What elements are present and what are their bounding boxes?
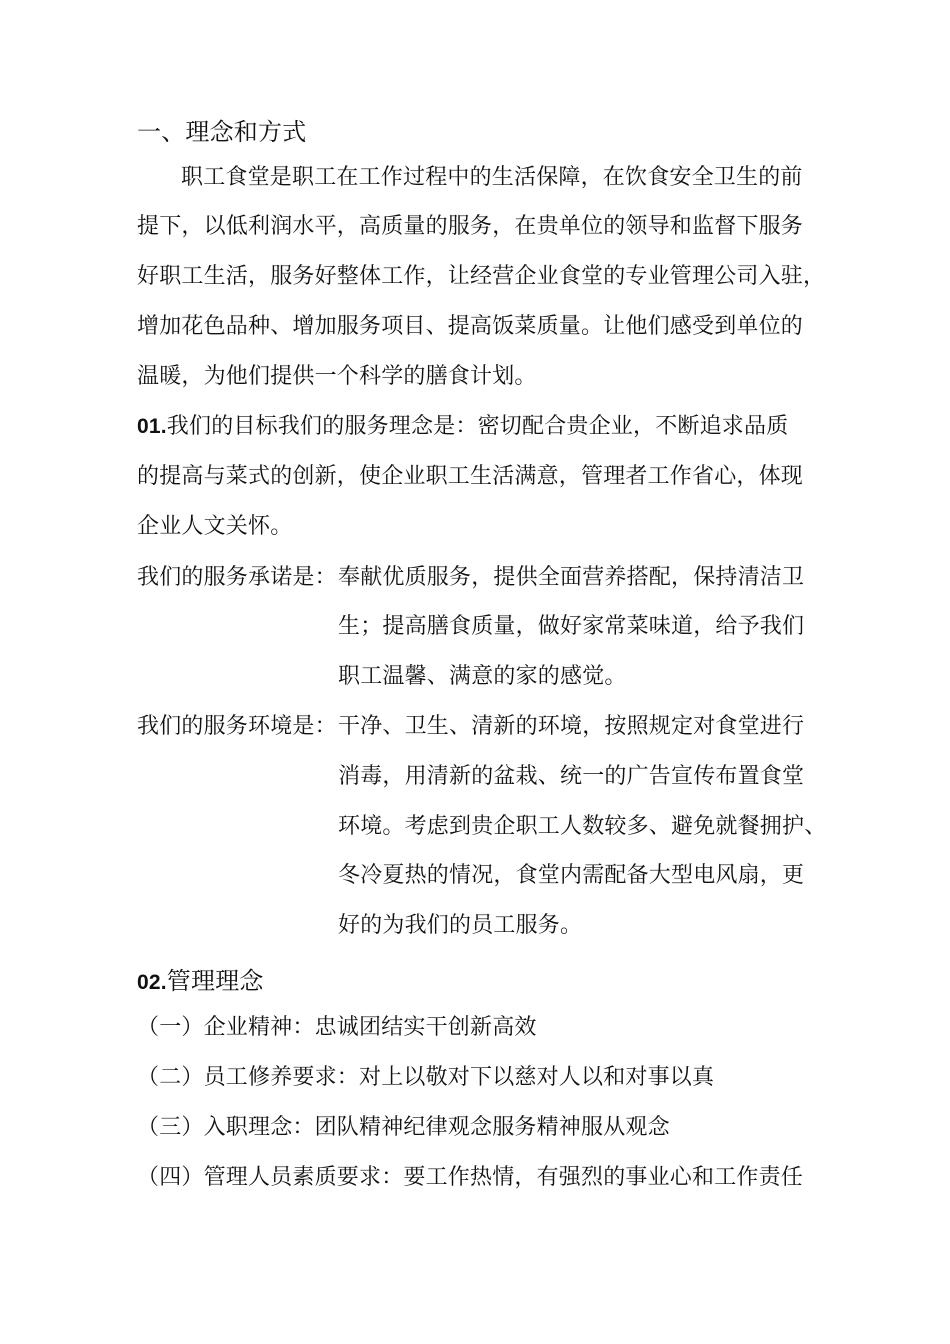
commitment-line: 生；提高膳食质量，做好家常菜味道，给予我们: [338, 614, 805, 639]
section-01-number: 01.: [137, 415, 167, 438]
environment-label: 我们的服务环境是：: [137, 714, 337, 739]
section-1-title: 一、理念和方式: [137, 118, 307, 146]
section-01-line: 企业人文关怀。: [137, 514, 293, 539]
environment-line: 环境。考虑到贵企职工人数较多、避免就餐拥护、: [338, 814, 827, 839]
list-item: （一）企业精神：忠诚团结实干创新高效: [137, 1015, 537, 1040]
commitment-label: 我们的服务承诺是：: [137, 565, 337, 590]
environment-line: 好的为我们的员工服务。: [338, 913, 583, 938]
list-item: （二）员工修养要求：对上以敬对下以慈对人以和对事以真: [137, 1065, 715, 1090]
commitment-line: 职工温馨、满意的家的感觉。: [338, 664, 627, 689]
paragraph-line: 增加花色品种、增加服务项目、提高饭菜质量。让他们感受到单位的: [137, 314, 804, 339]
section-02-title-text: 管理理念: [166, 967, 264, 995]
paragraph-line: 提下，以低利润水平，高质量的服务，在贵单位的领导和监督下服务: [137, 214, 804, 239]
commitment-line: 奉献优质服务，提供全面营养搭配，保持清洁卫: [338, 565, 805, 590]
section-01-text: 我们的目标我们的服务理念是：密切配合贵企业，不断追求品质: [166, 414, 789, 439]
section-02-number: 02.: [137, 971, 167, 994]
list-item: （四）管理人员素质要求：要工作热情，有强烈的事业心和工作责任: [137, 1165, 804, 1190]
paragraph-line: 职工食堂是职工在工作过程中的生活保障，在饮食安全卫生的前: [181, 165, 803, 190]
section-01-first-line: [137, 412, 788, 442]
section-01-line: 的提高与菜式的创新，使企业职工生活满意，管理者工作省心，体现: [137, 464, 804, 489]
environment-line: 冬冷夏热的情况，食堂内需配备大型电风扇，更: [338, 863, 805, 888]
paragraph-line: 温暖，为他们提供一个科学的膳食计划。: [137, 364, 537, 389]
paragraph-line: 好职工生活，服务好整体工作，让经营企业食堂的专业管理公司入驻，: [137, 264, 826, 289]
environment-line: 干净、卫生、清新的环境，按照规定对食堂进行: [338, 714, 805, 739]
list-item: （三）入职理念：团队精神纪律观念服务精神服从观念: [137, 1115, 670, 1140]
section-02-title: [137, 966, 264, 998]
environment-line: 消毒，用清新的盆栽、统一的广告宣传布置食堂: [338, 764, 805, 789]
